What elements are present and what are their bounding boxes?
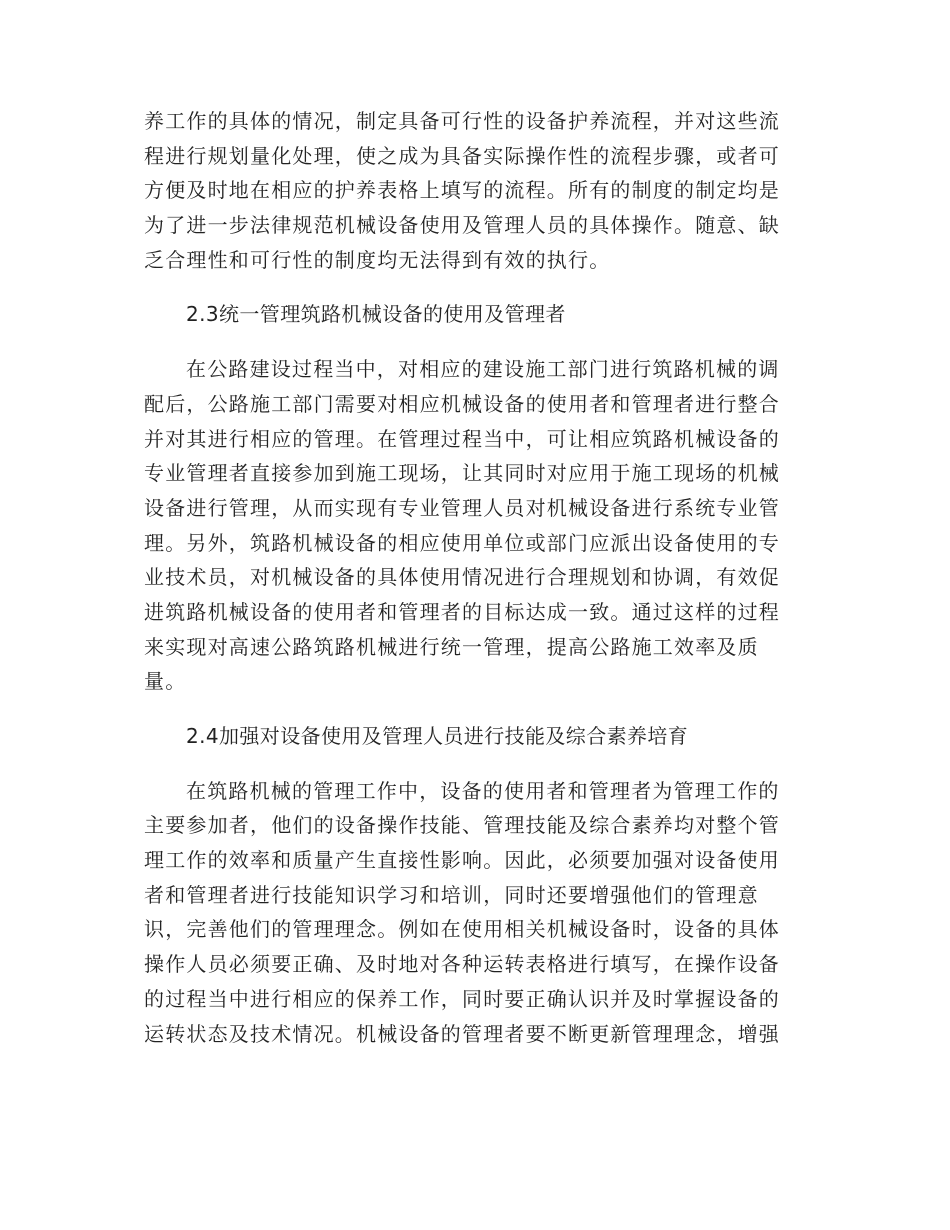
paragraph-line: 在筑路机械的管理工作中，设备的使用者和管理者为管理工作的 xyxy=(186,778,780,803)
paragraph-line: 主要参加者，他们的设备操作技能、管理技能及综合素养均对整个管 xyxy=(144,813,780,838)
paragraph-line: 设备进行管理，从而实现有专业管理人员对机械设备进行系统专业管 xyxy=(144,495,780,520)
paragraph-2 xyxy=(144,352,800,699)
paragraph-line: 的过程当中进行相应的保养工作，同时要正确认识并及时掌握设备的 xyxy=(144,986,780,1011)
paragraph-line: 养工作的具体的情况，制定具备可行性的设备护养流程，并对这些流 xyxy=(144,109,780,133)
paragraph-line: 来实现对高速公路筑路机械进行统一管理，提高公路施工效率及质 xyxy=(144,634,759,659)
paragraph-line: 操作人员必须要正确、及时地对各种运转表格进行填写，在操作设备 xyxy=(144,952,780,977)
paragraph-line: 理。另外，筑路机械设备的相应使用单位或部门应派出设备使用的专 xyxy=(144,530,780,555)
paragraph-line: 并对其进行相应的管理。在管理过程当中，可让相应筑路机械设备的 xyxy=(144,426,780,451)
paragraph-line: 运转状态及技术情况。机械设备的管理者要不断更新管理理念，增强 xyxy=(144,1021,780,1046)
paragraph-line: 专业管理者直接参加到施工现场，让其同时对应用于施工现场的机械 xyxy=(144,461,780,486)
paragraph-line: 方便及时地在相应的护养表格上填写的流程。所有的制度的制定均是 xyxy=(144,178,780,203)
section-heading-2-3: 2.3统一管理筑路机械设备的使用及管理者 xyxy=(186,302,566,327)
paragraph-line: 识，完善他们的管理理念。例如在使用相关机械设备时，设备的具体 xyxy=(144,917,780,942)
paragraph-line: 程进行规划量化处理，使之成为具备实际操作性的流程步骤，或者可 xyxy=(144,143,780,168)
paragraph-line: 配后，公路施工部门需要对相应机械设备的使用者和管理者进行整合 xyxy=(144,391,780,416)
section-heading-2-4: 2.4加强对设备使用及管理人员进行技能及综合素养培育 xyxy=(186,724,689,748)
paragraph-line: 者和管理者进行技能知识学习和培训，同时还要增强他们的管理意 xyxy=(144,882,759,907)
paragraph-line: 业技术员，对机械设备的具体使用情况进行合理规划和协调，有效促 xyxy=(144,565,780,590)
paragraph-1 xyxy=(144,104,800,277)
paragraph-3 xyxy=(144,774,800,1052)
paragraph-line: 进筑路机械设备的使用者和管理者的目标达成一致。通过这样的过程 xyxy=(144,599,780,624)
paragraph-line: 在公路建设过程当中，对相应的建设施工部门进行筑路机械的调 xyxy=(186,357,780,382)
document-body xyxy=(144,104,800,1051)
paragraph-line: 乏合理性和可行性的制度均无法得到有效的执行。 xyxy=(144,247,611,272)
paragraph-line: 量。 xyxy=(144,669,187,694)
paragraph-line: 为了进一步法律规范机械设备使用及管理人员的具体操作。随意、缺 xyxy=(144,213,780,238)
paragraph-line: 理工作的效率和质量产生直接性影响。因此，必须要加强对设备使用 xyxy=(144,848,780,873)
